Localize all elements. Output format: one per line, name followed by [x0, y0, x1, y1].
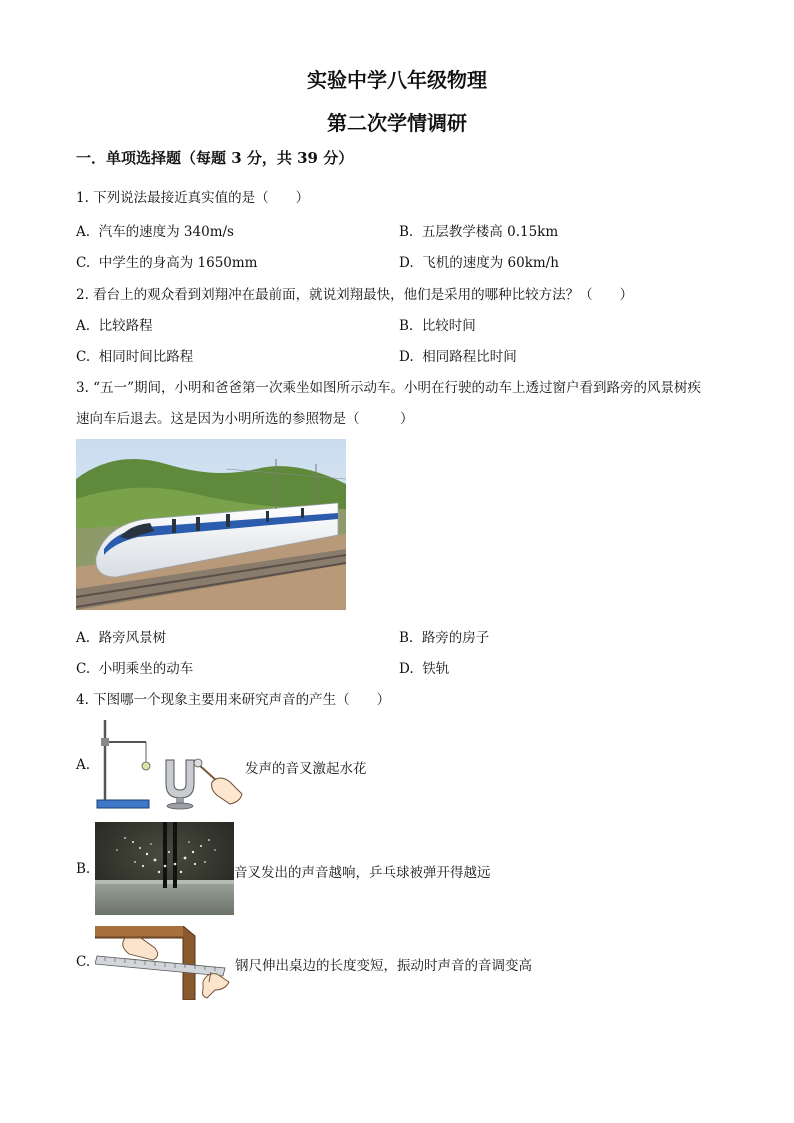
train-photo [76, 439, 346, 610]
q1-option-a [76, 220, 234, 240]
option-label: D. [399, 661, 414, 677]
q4-option-a-caption: 发声的音叉激起水花 [245, 761, 367, 777]
option-text: 汽车的速度为 340m/s [98, 224, 234, 240]
q2-option-a [76, 314, 153, 334]
option-text: 路旁的房子 [421, 630, 490, 646]
option-text: 小明乘坐的动车 [98, 661, 194, 677]
q2-option-d [399, 345, 517, 365]
option-text: 相同路程比时间 [422, 349, 517, 365]
option-text: 比较路程 [98, 318, 153, 334]
option-label: A. [76, 630, 91, 646]
option-text: 比较时间 [421, 318, 476, 334]
option-label: B. [399, 224, 414, 240]
option-text: 飞机的速度为 60km/h [422, 255, 559, 271]
question-1-stem: 1. 下列说法最接近真实值的是（ ） [76, 190, 310, 206]
option-label: A. [76, 224, 91, 240]
option-label: D. [399, 349, 414, 365]
option-label: C. [76, 255, 91, 271]
q4-option-c-caption: 钢尺伸出桌边的长度变短，振动时声音的音调变高 [235, 958, 532, 974]
q4-option-c-label: C. [76, 954, 91, 970]
section-heading: 一．单项选择题（每题 3 分，共 39 分） [76, 149, 354, 167]
q3-option-d [399, 657, 449, 677]
question-3-stem-line1: 3. “五一”期间，小明和爸爸第一次乘坐如图所示动车。小明在行驶的动车上透过窗户看到路旁的风景树疾 [76, 380, 701, 396]
q2-option-c [76, 345, 193, 365]
tuning-fork-water-splash-photo [95, 822, 234, 915]
q3-option-a [76, 626, 166, 646]
q3-option-b [399, 626, 489, 646]
option-label: B. [399, 318, 414, 334]
option-label: D. [399, 255, 414, 271]
option-text: 中学生的身高为 1650mm [98, 255, 258, 271]
option-label: C. [76, 349, 91, 365]
tuning-fork-pendulum-figure [94, 716, 246, 811]
question-3-stem-line2: 速向车后退去。这是因为小明所选的参照物是（ ） [76, 411, 414, 427]
question-2-stem: 2. 看台上的观众看到刘翔冲在最前面，就说刘翔最快，他们是采用的哪种比较方法？（ ） [76, 287, 634, 303]
option-label: C. [76, 661, 91, 677]
option-label: B. [399, 630, 414, 646]
q2-option-b [399, 314, 476, 334]
option-text: 相同时间比路程 [98, 349, 194, 365]
q3-option-c [76, 657, 193, 677]
q1-option-d [399, 251, 559, 271]
q1-option-c [76, 251, 258, 271]
option-label: A. [76, 318, 91, 334]
q1-option-b [399, 220, 558, 240]
page-title: 实验中学八年级物理 [307, 68, 487, 92]
question-4-stem: 4. 下图哪一个现象主要用来研究声音的产生（ ） [76, 692, 391, 708]
steel-ruler-table-figure [95, 926, 235, 1000]
option-text: 铁轨 [422, 661, 450, 677]
option-text: 五层教学楼高 0.15km [421, 224, 559, 240]
page-subtitle: 第二次学情调研 [327, 111, 467, 135]
q4-option-b-label: B. [76, 861, 91, 877]
option-text: 路旁风景树 [98, 630, 167, 646]
q4-option-b-caption: 音叉发出的声音越响，乒乓球被弹开得越远 [234, 865, 491, 881]
q4-option-a-label: A. [76, 757, 91, 773]
